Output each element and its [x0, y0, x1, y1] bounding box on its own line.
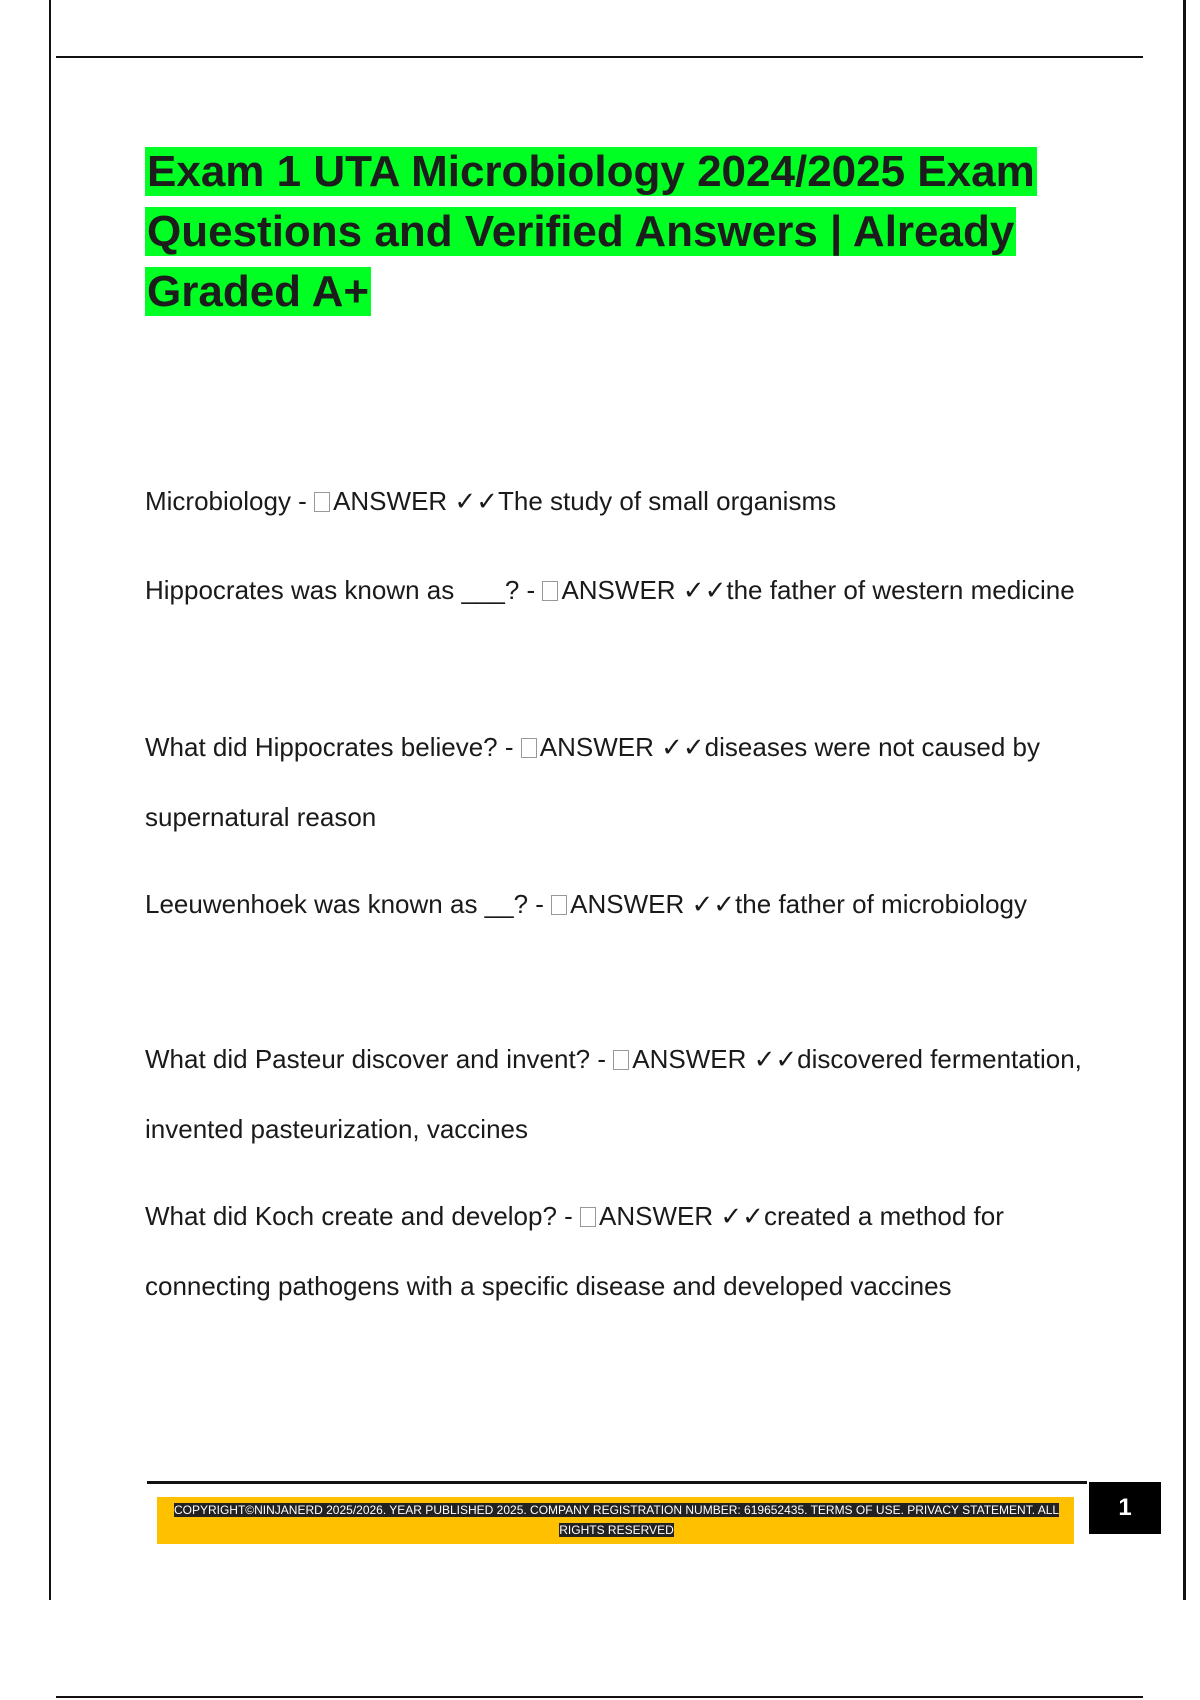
qa-answer: The study of small organisms: [497, 486, 837, 516]
footer-copyright-text: COPYRIGHT©NINJANERD 2025/2026. YEAR PUBLISHED 2025. COMPANY REGISTRATION NUMBER: 619652435. TERMS OF USE. PRIVACY STATEMENT. ALL RIGHTS RESERVED: [173, 1503, 1060, 1537]
missing-glyph-icon: [314, 492, 330, 512]
qa-question: Hippocrates was known as ___? -: [145, 575, 543, 605]
qa-answer: diseases were not caused by supernatural reason: [145, 732, 1040, 832]
header-rule: [56, 56, 1143, 58]
missing-glyph-icon: [521, 738, 537, 758]
qa-answer-marker: ANSWER ✓✓: [333, 486, 498, 516]
qa-question: What did Pasteur discover and invent? -: [145, 1044, 614, 1074]
missing-glyph-icon: [613, 1050, 629, 1070]
qa-answer-marker: ANSWER ✓✓: [570, 889, 736, 919]
qa-answer-marker: ANSWER ✓✓: [632, 1044, 798, 1074]
qa-item: [145, 466, 1095, 536]
page-number: 1: [1089, 1482, 1161, 1534]
qa-item: [145, 555, 1095, 625]
title-highlight: Exam 1 UTA Microbiology 2024/2025 Exam Questions and Verified Answers | Already Graded A+: [147, 147, 1035, 316]
qa-question: Microbiology -: [145, 486, 315, 516]
qa-answer-marker: ANSWER ✓✓: [561, 575, 727, 605]
missing-glyph-icon: [542, 581, 558, 601]
page-border-left: [49, 0, 51, 1600]
qa-answer: created a method for connecting pathogens with a specific disease and developed vaccines: [145, 1201, 1004, 1301]
qa-item: [145, 869, 1095, 939]
qa-answer: discovered fermentation, invented pasteurization, vaccines: [145, 1044, 1082, 1144]
qa-item: [145, 1181, 1095, 1321]
footer-copyright: [170, 1500, 1063, 1540]
missing-glyph-icon: [551, 895, 567, 915]
qa-item: [145, 1024, 1095, 1164]
qa-question: What did Hippocrates believe? -: [145, 732, 521, 762]
qa-answer: the father of microbiology: [735, 889, 1028, 919]
missing-glyph-icon: [580, 1207, 596, 1227]
qa-item: [145, 712, 1095, 852]
page-border-right: [1183, 0, 1186, 1600]
qa-answer-marker: ANSWER ✓✓: [599, 1201, 764, 1231]
qa-question: Leeuwenhoek was known as __? -: [145, 889, 552, 919]
qa-question: What did Koch create and develop? -: [145, 1201, 581, 1231]
footer-rule: [147, 1481, 1087, 1484]
next-page-rule: [56, 1696, 1143, 1698]
qa-answer-marker: ANSWER ✓✓: [539, 732, 705, 762]
qa-answer: the father of western medicine: [726, 575, 1075, 605]
document-title: [145, 142, 1095, 322]
